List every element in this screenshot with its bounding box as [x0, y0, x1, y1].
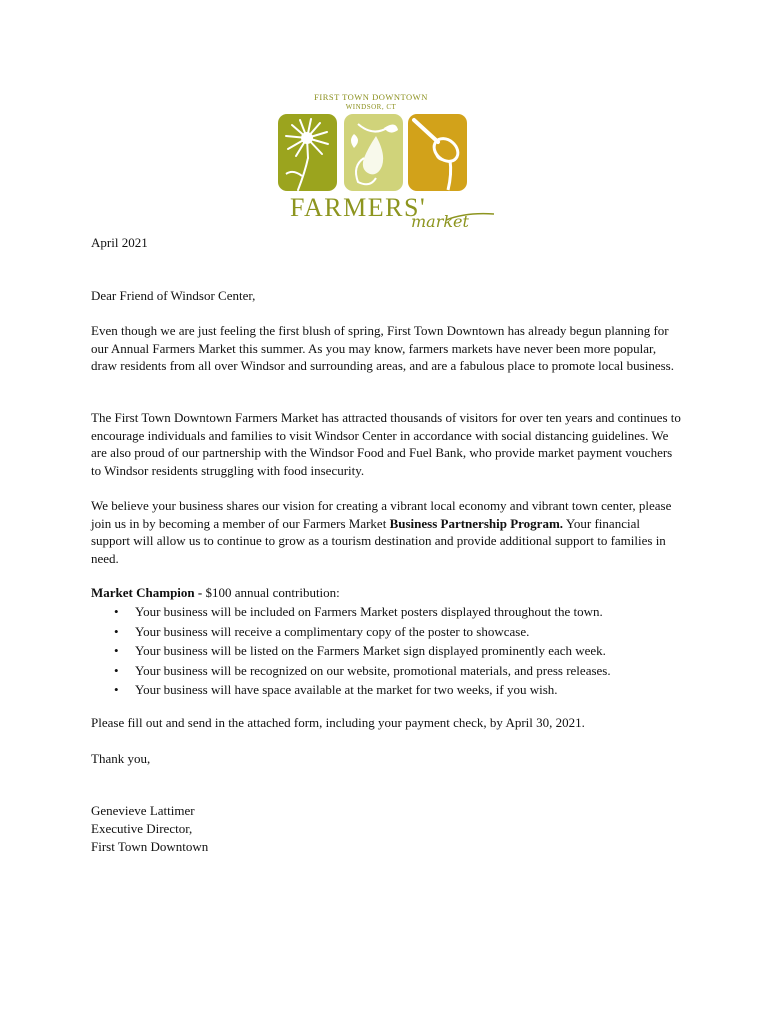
partnership-text-start: We believe your business shares our vision for creating a vibrant local economy and vibrant town center, please join us in by becoming a member of our Farmers Market [91, 498, 672, 531]
benefit-text: Your business will have space available at the market for two weeks, if you wish. [135, 682, 558, 698]
champion-text: $100 annual contribution: [202, 585, 340, 600]
list-item [91, 602, 691, 622]
benefits-list [91, 602, 691, 700]
letter-date: April 2021 [91, 235, 148, 250]
list-item [91, 641, 691, 661]
flower-icon [278, 114, 337, 191]
logo-org-name: FIRST TOWN DOWNTOWN [314, 92, 428, 102]
bullet-icon: • [114, 682, 119, 698]
paragraph-intro: Even though we are just feeling the first blush of spring, First Town Downtown has already begun planning for our Annual Farmers Market this summer. As you may know, farmers markets have never been more popular, draw residents from all over Windsor and surrounding areas, and are a fabulous place to promote local business. [91, 323, 674, 373]
logo-org-location: WINDSOR, CT [345, 103, 397, 111]
benefit-text: Your business will be recognized on our website, promotional materials, and press releases. [135, 662, 611, 678]
paragraph-history: The First Town Downtown Farmers Market has attracted thousands of visitors for over ten years and continues to encourage individuals and families to visit Windsor Center in accordance with social distancing guidelines. We are also proud of our partnership with the Windsor Food and Fuel Bank, who provide market payment vouchers to Windsor residents struggling with food insecurity. [91, 410, 681, 478]
signoff: Thank you, [91, 751, 151, 766]
signer-title: Executive Director, [91, 821, 193, 836]
bullet-icon: • [114, 662, 119, 678]
list-item [91, 622, 691, 642]
champion-heading [91, 584, 340, 602]
fig-icon [344, 114, 403, 191]
benefit-text: Your business will receive a complimentary copy of the poster to showcase. [135, 623, 530, 639]
closing-request: Please fill out and send in the attached form, including your payment check, by April 30, 2021. [91, 715, 585, 730]
champion-label: Market Champion - [91, 585, 203, 600]
benefit-text: Your business will be included on Farmers Market posters displayed throughout the town. [135, 604, 603, 619]
signer-org: First Town Downtown [91, 839, 209, 854]
partnership-text-end: Your financial support will allow us to continue to grow as a tourism destination and provide additional support to families in need. [91, 515, 666, 566]
honey-dipper-icon [408, 114, 467, 191]
logo-title: FARMERS' [290, 193, 427, 222]
partnership-program-name: Business Partnership Program. [389, 515, 564, 531]
bullet-icon: • [114, 623, 119, 639]
list-item [91, 661, 691, 681]
farmers-market-logo [276, 90, 494, 232]
bullet-icon: • [114, 643, 119, 659]
signer-name: Genevieve Lattimer [91, 803, 195, 818]
flourish-icon [446, 208, 494, 224]
paragraph-partnership [91, 497, 681, 567]
list-item [91, 680, 691, 700]
benefit-text: Your business will be listed on the Farmers Market sign displayed prominently each week. [135, 643, 606, 659]
bullet-icon: • [114, 604, 119, 619]
logo-subtitle: market [411, 212, 469, 231]
salutation: Dear Friend of Windsor Center, [91, 288, 256, 303]
